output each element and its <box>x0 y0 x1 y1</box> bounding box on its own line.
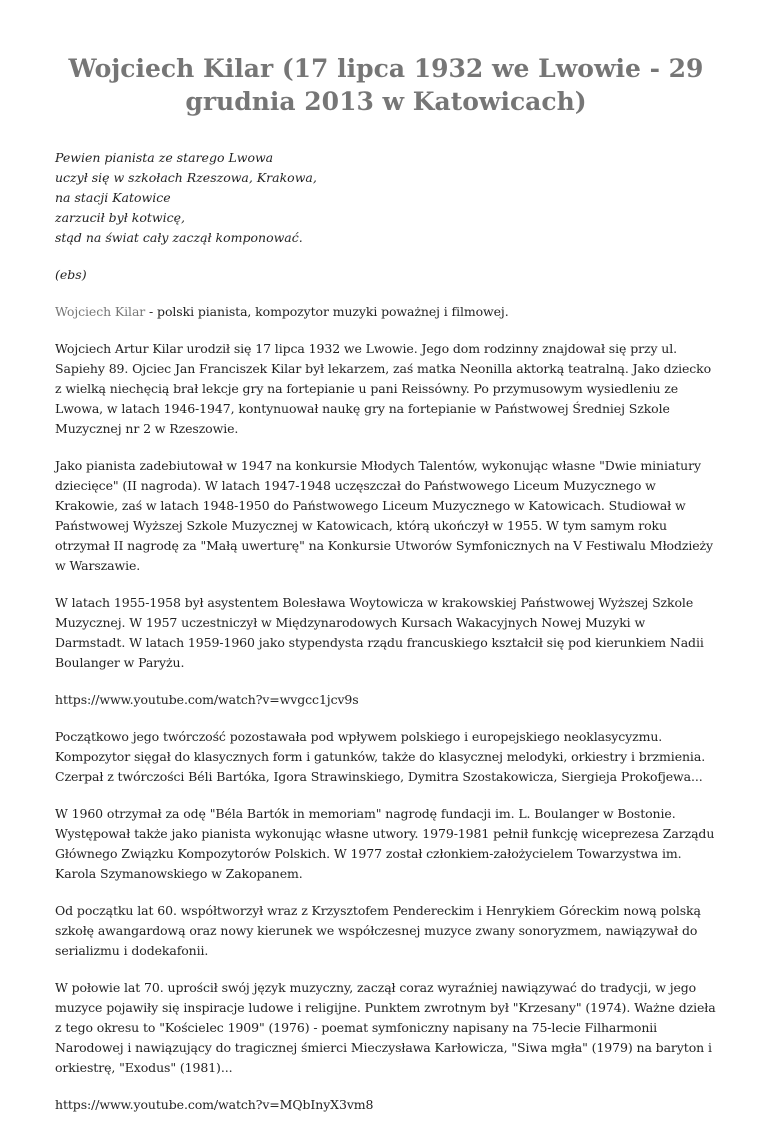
paragraph-education: Jako pianista zadebiutował w 1947 na konkursie Młodych Talentów, wykonując własne "Dwie miniatury dziecięce" (II nagroda). W latach 1947-1948 uczęszczał do Państwowego Liceum Muzycznego w Krakowie, zaś w latach 1948-1950 do Państwowego Liceum Muzycznego w Katowicach. Studiował w Państwowej Wyższej Szkole Muzycznej w Katowicach, którą ukończył w 1955. W tym samym roku otrzymał II nagrodę za "Małą uwerturę" na Konkursie Utworów Symfonicznych na V Festiwalu Młodzieży w Warszawie. <box>55 458 713 573</box>
article <box>55 52 717 1132</box>
paragraph-assistant: W latach 1955-1958 był asystentem Bolesława Woytowicza w krakowskiej Państwowej Wyższej Szkole Muzycznej. W 1957 uczestniczył w Międzynarodowych Kursach Wakacyjnych Nowej Muzyki w Darmstadt. W latach 1959-1960 jako stypendysta rządu francuskiego kształcił się pod kierunkiem Nadii Boulanger w Paryżu. <box>55 595 704 670</box>
poem-signature: (ebs) <box>55 267 87 282</box>
page-title: Wojciech Kilar (17 lipca 1932 we Lwowie - 29 grudnia 2013 w Katowicach) <box>68 54 704 116</box>
intro-text: - polski pianista, kompozytor muzyki poważnej i filmowej. <box>145 304 509 319</box>
youtube-url-1[interactable]: https://www.youtube.com/watch?v=wvgcc1jcv9s <box>55 692 359 707</box>
paragraph-neoclassicism: Początkowo jego twórczość pozostawała pod wpływem polskiego i europejskiego neoklasycyzmu. Kompozytor sięgał do klasycznych form i gatunków, także do klasycznej melodyki, orkiestry i brzmienia. Czerpał z twórczości Béli Bartóka, Igora Strawinskiego, Dymitra Szostakowicza, Siergieja Prokofjewa... <box>55 729 706 784</box>
intro-paragraph <box>55 302 717 322</box>
paragraph-awards: W 1960 otrzymał za odę "Béla Bartók in memoriam" nagrodę fundacji im. L. Boulanger w Bostonie. Występował także jako pianista wykonując własne utwory. 1979-1981 pełnił funkcję wiceprezesa Zarządu Głównego Związku Kompozytorów Polskich. W 1977 został członkiem-założycielem Towarzystwa im. Karola Szymanowskiego w Zakopanem. <box>55 806 715 881</box>
paragraph-style-change: W połowie lat 70. uprościł swój język muzyczny, zaczął coraz wyraźniej nawiązywać do tradycji, w jego muzyce pojawiły się inspiracje ludowe i religijne. Punktem zwrotnym był "Krzesany" (1974). Ważne dzieła z tego okresu to "Kościelec 1909" (1976) - poemat symfoniczny napisany na 75-lecie Filharmonii Narodowej i nawiązujący do tragicznej śmierci Mieczysława Karłowicza, "Siwa mgła" (1979) na baryton i orkiestrę, "Exodus" (1981)... <box>55 980 716 1075</box>
poem-line: Pewien pianista ze starego Lwowa <box>55 150 274 165</box>
kilar-name-link[interactable]: Wojciech Kilar <box>55 304 146 319</box>
paragraph-childhood: Wojciech Artur Kilar urodził się 17 lipca 1932 we Lwowie. Jego dom rodzinny znajdował się przy ul. Sapiehy 89. Ojciec Jan Franciszek Kilar był lekarzem, zaś matka Neonilla aktorką teatralną. Jako dziecko z wielką niechęcią brał lekcje gry na fortepianie u pani Reissówny. Po przymusowym wysiedleniu ze Lwowa, w latach 1946-1947, kontynuował naukę gry na fortepianie w Państwowej Średniej Szkole Muzycznej nr 2 w Rzeszowie. <box>55 341 712 436</box>
poem-line: zarzucił był kotwicę, <box>55 210 185 225</box>
poem-line: stąd na świat cały zaczął komponować. <box>55 230 303 245</box>
poem-line: uczył się w szkołach Rzeszowa, Krakowa, <box>55 170 317 185</box>
paragraph-avant-garde: Od początku lat 60. współtworzył wraz z Krzysztofem Pendereckim i Henrykiem Góreckim nową polską szkołę awangardową oraz nowy kierunek we współczesnej muzyce zwany sonoryzmem, nawiązywał do serializmu i dodekafonii. <box>55 903 701 958</box>
youtube-url-2[interactable]: https://www.youtube.com/watch?v=MQbInyX3vm8 <box>55 1097 374 1112</box>
poem-line: na stacji Katowice <box>55 190 171 205</box>
limerick-poem <box>55 148 717 248</box>
